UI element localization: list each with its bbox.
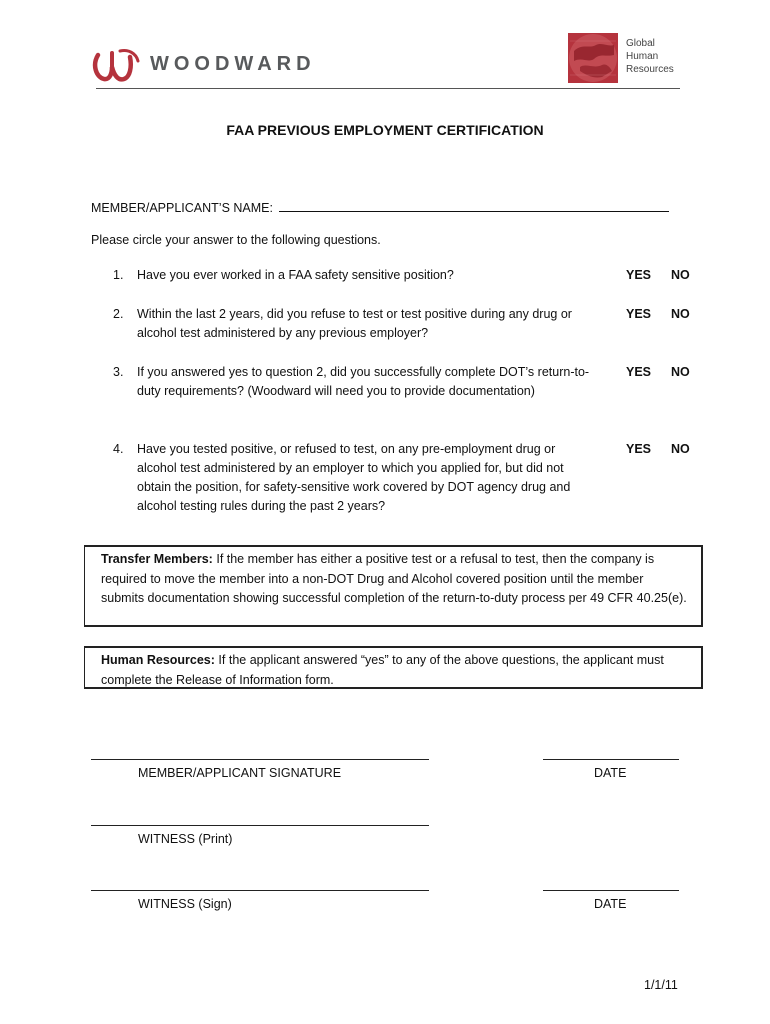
witness-sign-line[interactable]: [91, 890, 429, 891]
yes-option[interactable]: YES: [626, 365, 652, 379]
no-option[interactable]: NO: [671, 307, 690, 321]
transfer-heading: Transfer Members:: [101, 552, 213, 566]
yes-option[interactable]: YES: [626, 268, 652, 282]
hr-text: If the applicant answered “yes” to any of the above questions, the applicant must complete the Release of Information form.: [101, 653, 664, 687]
form-title: FAA PREVIOUS EMPLOYMENT CERTIFICATION: [226, 122, 544, 138]
human-resources-note: [84, 646, 703, 689]
question-text: Within the last 2 years, did you refuse to test or test positive during any drug or alcohol test administered by any previous employer?: [137, 307, 572, 340]
no-option[interactable]: NO: [671, 365, 690, 379]
name-label: MEMBER/APPLICANT’S NAME:: [91, 201, 273, 215]
question-text: If you answered yes to question 2, did you successfully complete DOT’s return-to-duty requirements? (Woodward will need you to provide documentation): [137, 365, 590, 398]
applicant-signature-line[interactable]: [91, 759, 429, 760]
no-option[interactable]: NO: [671, 268, 690, 282]
date-label-2: DATE: [594, 897, 627, 911]
transfer-members-note: [84, 545, 703, 627]
hr-heading: Human Resources:: [101, 653, 215, 667]
page-code: 1/1/11: [644, 978, 678, 992]
question-number: 2.: [113, 307, 124, 321]
header-divider: [96, 88, 680, 89]
global-hr-logo-icon: [568, 33, 618, 83]
question-text: Have you ever worked in a FAA safety sensitive position?: [137, 268, 454, 282]
applicant-signature-label: MEMBER/APPLICANT SIGNATURE: [138, 766, 342, 780]
ghr-line-1: Global: [626, 38, 655, 49]
witness-print-line[interactable]: [91, 825, 429, 826]
name-field-row: [91, 198, 669, 215]
ghr-line-3: Resources: [626, 64, 674, 75]
witness-sign-label: WITNESS (Sign): [138, 897, 232, 911]
date-line-2[interactable]: [543, 890, 679, 891]
question-number: 1.: [113, 268, 124, 282]
question-number: 3.: [113, 365, 124, 379]
date-line-1[interactable]: [543, 759, 679, 760]
instruction-text: Please circle your answer to the following questions.: [91, 233, 381, 247]
date-label-1: DATE: [594, 766, 627, 780]
no-option[interactable]: NO: [671, 442, 690, 456]
question-text: Have you tested positive, or refused to test, on any pre-employment drug or alcohol test administered by an employer to which you applied for, but did not obtain the position, for safety-sensitive work covered by DOT agency drug and alcohol testing rules during the past 2 years?: [137, 442, 571, 513]
yes-option[interactable]: YES: [626, 307, 652, 321]
ghr-line-2: Human: [626, 51, 659, 62]
yes-option[interactable]: YES: [626, 442, 652, 456]
global-hr-label: [626, 37, 674, 76]
transfer-text: If the member has either a positive test or a refusal to test, then the company is required to move the member into a non-DOT Drug and Alcohol covered position until the member submits documentation showing successful completion of the return-to-duty process per 49 CFR 40.25(e).: [101, 552, 687, 605]
name-input-line[interactable]: [279, 198, 669, 212]
brand-name: WOODWARD: [150, 53, 316, 75]
woodward-logo-icon: [90, 47, 142, 83]
question-number: 4.: [113, 442, 124, 456]
witness-print-label: WITNESS (Print): [138, 832, 233, 846]
